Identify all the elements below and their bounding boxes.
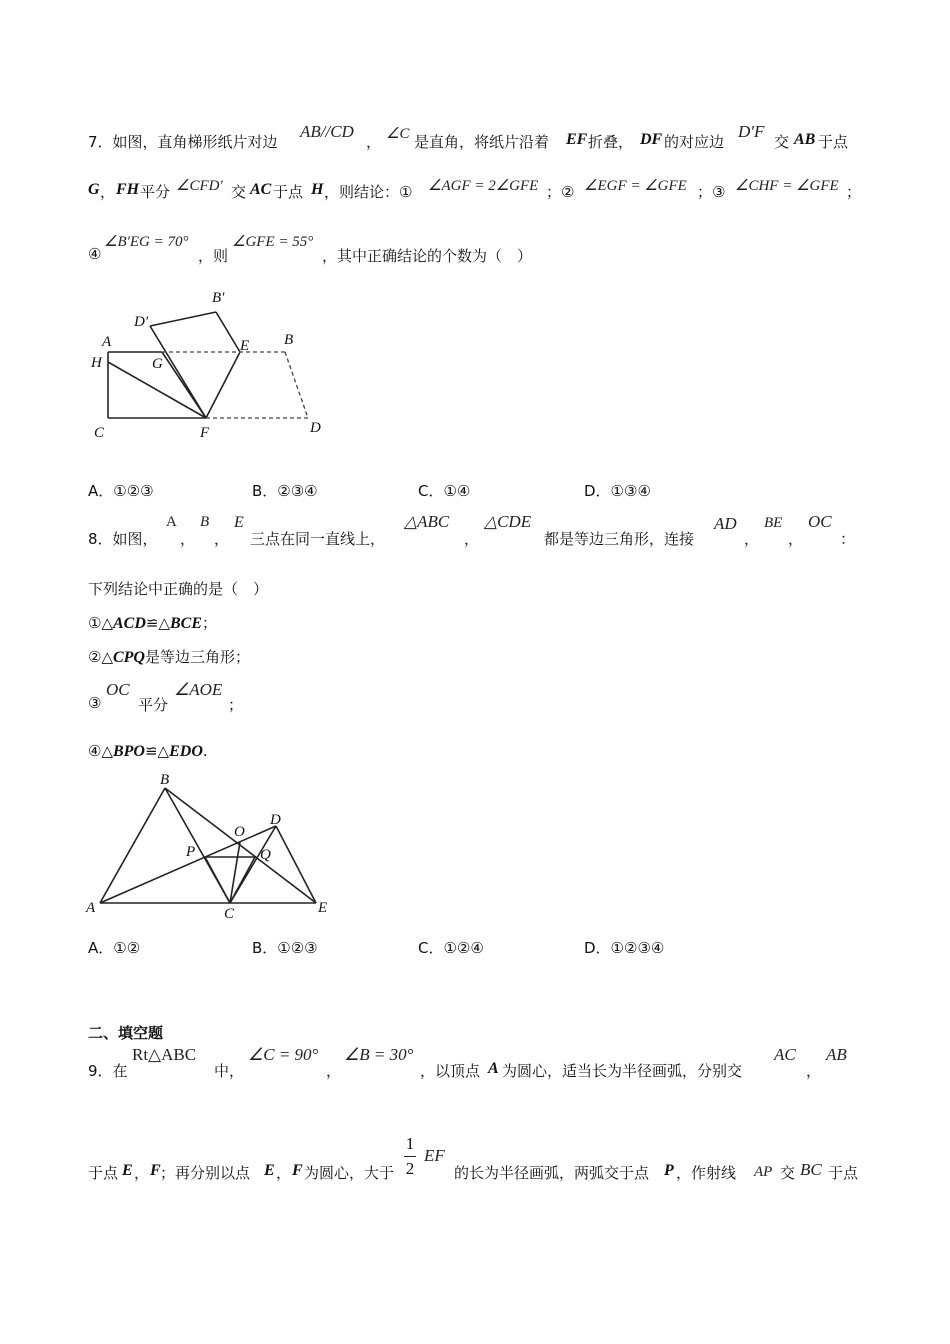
q9-text: 于点 <box>828 1164 859 1182</box>
fig7-label-d: D <box>310 420 321 436</box>
q7-var-g: G <box>88 181 100 198</box>
q8-text: ①△ <box>88 614 113 632</box>
q9-angle-b: ∠B = 30° <box>344 1045 414 1064</box>
q9-text: ， <box>276 1164 292 1182</box>
q7-text: 于点 <box>273 183 304 201</box>
fig7-line <box>150 312 216 326</box>
q8-point-b: B <box>200 514 210 530</box>
q7-conclusion-4: ∠B′EG = 70° <box>104 234 189 250</box>
q7-var-h: H <box>311 181 324 198</box>
q8-figure <box>80 770 340 920</box>
q8-text: ④△ <box>88 742 113 760</box>
q8-angle-aoe: ∠AOE <box>174 680 223 699</box>
q7-text: ， <box>366 133 382 151</box>
q8-option-b[interactable]: B．①②③ <box>252 939 318 957</box>
q7-text: 于点 <box>818 133 849 151</box>
fig8-label-c: C <box>224 906 235 920</box>
q9-text: ，以顶点 <box>420 1062 481 1080</box>
fig7-label-c: C <box>94 425 105 441</box>
q8-text: ②△ <box>88 648 113 666</box>
q9-segment-ef: EF <box>424 1146 445 1165</box>
q8-triangle-cde: △CDE <box>484 512 532 531</box>
fig7-label-f: F <box>200 425 210 441</box>
fig7-line <box>206 352 240 418</box>
q8-text: ， <box>464 530 480 548</box>
fig7-label-h: H <box>91 355 102 371</box>
q9-text: ， <box>134 1164 150 1182</box>
q8-text: . <box>202 742 208 760</box>
q8-triangle-abc: △ABC <box>404 512 450 531</box>
fig8-label-p: P <box>186 844 196 860</box>
fig8-line <box>100 788 165 903</box>
q7-var-ac: AC <box>250 181 272 198</box>
q9-text: 于点 <box>88 1164 119 1182</box>
q8-text: 三点在同一直线上， <box>250 530 386 548</box>
q7-text: ④ <box>88 245 102 263</box>
q8-text: BPO <box>112 743 145 760</box>
q8-text: 8．如图， <box>88 530 158 548</box>
q9-var-e: E <box>122 1162 133 1179</box>
q8-prompt: 下列结论中正确的是（ ） <box>88 580 269 598</box>
fig8-line <box>205 857 230 903</box>
q8-text: ≌△ <box>144 742 170 760</box>
q7-var-df: DF <box>640 131 663 148</box>
q7-conclusion-3: ∠CHF = ∠GFE <box>735 178 839 194</box>
q7-var-ef: EF <box>566 131 588 148</box>
q8-point-a: A <box>166 514 177 530</box>
q8-text: BCE <box>170 615 203 632</box>
q9-var-p: P <box>664 1162 674 1179</box>
q8-text: ， <box>744 530 760 548</box>
section-title: 二、填空题 <box>88 1024 164 1042</box>
q7-text: 交 <box>231 183 247 201</box>
q7-text: 折叠， <box>588 133 634 151</box>
fraction-denominator: 2 <box>405 1159 415 1178</box>
q9-segment-ab: AB <box>826 1045 847 1064</box>
fig7-label-e: E <box>240 338 250 354</box>
q8-text: ， <box>214 530 230 548</box>
q9-text: ；再分别以点 <box>160 1164 251 1182</box>
q8-conclusion-4 <box>88 742 208 761</box>
q9-var-a: A <box>488 1060 499 1077</box>
q9-ray-ap: AP <box>754 1164 773 1180</box>
q9-rt-triangle: Rt△ABC <box>132 1045 197 1064</box>
q7-text: 的对应边 <box>664 133 725 151</box>
q7-text: ； <box>846 183 862 201</box>
q8-text: ： <box>840 530 856 548</box>
q7-math-d-prime-f: D′F <box>738 122 765 141</box>
q7-figure <box>80 280 340 450</box>
q9-segment-bc: BC <box>800 1160 822 1179</box>
q9-text: ， <box>326 1062 342 1080</box>
q7-text: ，则 <box>198 247 229 265</box>
q8-option-a[interactable]: A．①② <box>88 939 141 957</box>
fraction-numerator: 1 <box>405 1134 415 1153</box>
q7-text: 平分 <box>140 183 171 201</box>
q7-text: 7．如图，直角梯形纸片对边 <box>88 133 278 151</box>
q9-angle-c: ∠C = 90° <box>248 1045 319 1064</box>
q8-text: CPQ <box>112 649 145 666</box>
q8-point-e: E <box>234 514 244 531</box>
fig8-line <box>276 826 316 903</box>
fig8-line <box>100 826 276 903</box>
q7-option-b[interactable]: B．②③④ <box>252 482 318 500</box>
fraction-bar <box>404 1156 416 1157</box>
q8-segment-oc: OC <box>808 512 832 531</box>
q8-segment-oc: OC <box>106 680 130 699</box>
q8-text: 是等边三角形； <box>144 648 250 666</box>
q7-math-angle-c: ∠C <box>386 126 410 142</box>
fig8-label-a: A <box>86 900 96 916</box>
q8-option-d[interactable]: D．①②③④ <box>584 939 665 957</box>
fig8-label-q: Q <box>260 847 271 863</box>
fig7-label-d-prime: D′ <box>134 314 149 330</box>
q7-option-a[interactable]: A．①②③ <box>88 482 154 500</box>
q7-math-ab-parallel-cd: AB//CD <box>300 122 354 141</box>
fig8-label-o: O <box>234 824 245 840</box>
q7-text: ；③ <box>697 183 726 201</box>
q9-var-e: E <box>264 1162 275 1179</box>
fig8-label-d: D <box>270 812 281 828</box>
q7-math-angle-gfe: ∠GFE = 55° <box>232 234 314 250</box>
fig7-dashed-line <box>285 352 308 418</box>
fig7-label-a: A <box>102 334 112 350</box>
q8-text: ≌△ <box>145 614 170 632</box>
q7-text: 是直角，将纸片沿着 <box>414 133 550 151</box>
q9-var-f: F <box>150 1162 161 1179</box>
fig7-label-b: B <box>284 332 294 348</box>
q9-text: 为圆心，适当长为半径画弧，分别交 <box>502 1062 743 1080</box>
q7-text: ；② <box>546 183 575 201</box>
q8-segment-ad: AD <box>714 514 737 533</box>
fig8-label-b: B <box>160 772 170 788</box>
q9-text: 中， <box>214 1062 245 1080</box>
q8-text: ， <box>180 530 196 548</box>
fig7-label-b-prime: B′ <box>212 290 225 306</box>
q7-option-c[interactable]: C．①④ <box>418 482 471 500</box>
q9-text: ， <box>806 1062 822 1080</box>
q7-math-angle-cfd: ∠CFD′ <box>176 178 223 194</box>
q7-conclusion-2: ∠EGF = ∠GFE <box>584 178 687 194</box>
q7-conclusion-1: ∠AGF = 2∠GFE <box>428 178 539 194</box>
q9-text: ，作射线 <box>676 1164 737 1182</box>
q9-text: 交 <box>780 1164 796 1182</box>
q8-text: ； <box>202 614 218 632</box>
q9-segment-ac: AC <box>774 1045 796 1064</box>
fig7-label-g: G <box>152 356 163 372</box>
q7-text: ， <box>100 183 116 201</box>
q8-conclusion-1 <box>88 612 217 633</box>
q7-var-ab: AB <box>794 131 816 148</box>
q8-text: EDO <box>169 743 203 760</box>
q7-var-fh: FH <box>116 181 140 198</box>
fig7-line <box>216 312 240 352</box>
q7-text: ，则结论：① <box>324 183 413 201</box>
fig7-line <box>150 326 206 418</box>
fig8-label-e: E <box>318 900 328 916</box>
q9-text: 为圆心，大于 <box>304 1164 395 1182</box>
q8-conclusion-2 <box>88 646 250 667</box>
q8-segment-be: BE <box>764 515 783 531</box>
q8-text: ， <box>788 530 804 548</box>
q8-text: ； <box>228 696 244 714</box>
q9-text: 的长为半径画弧，两弧交于点 <box>454 1164 650 1182</box>
q8-option-c[interactable]: C．①②④ <box>418 939 484 957</box>
q7-option-d[interactable]: D．①③④ <box>584 482 651 500</box>
q7-text: 交 <box>774 133 790 151</box>
q9-var-f: F <box>292 1162 303 1179</box>
q8-text: ③ <box>88 694 102 712</box>
q9-fraction-half <box>404 1134 416 1179</box>
q9-text: 9．在 <box>88 1062 128 1080</box>
q8-text: ACD <box>112 615 146 632</box>
q8-text: 平分 <box>138 696 169 714</box>
q8-text: 都是等边三角形，连接 <box>544 530 695 548</box>
q7-text: ，其中正确结论的个数为（ ） <box>322 247 533 265</box>
